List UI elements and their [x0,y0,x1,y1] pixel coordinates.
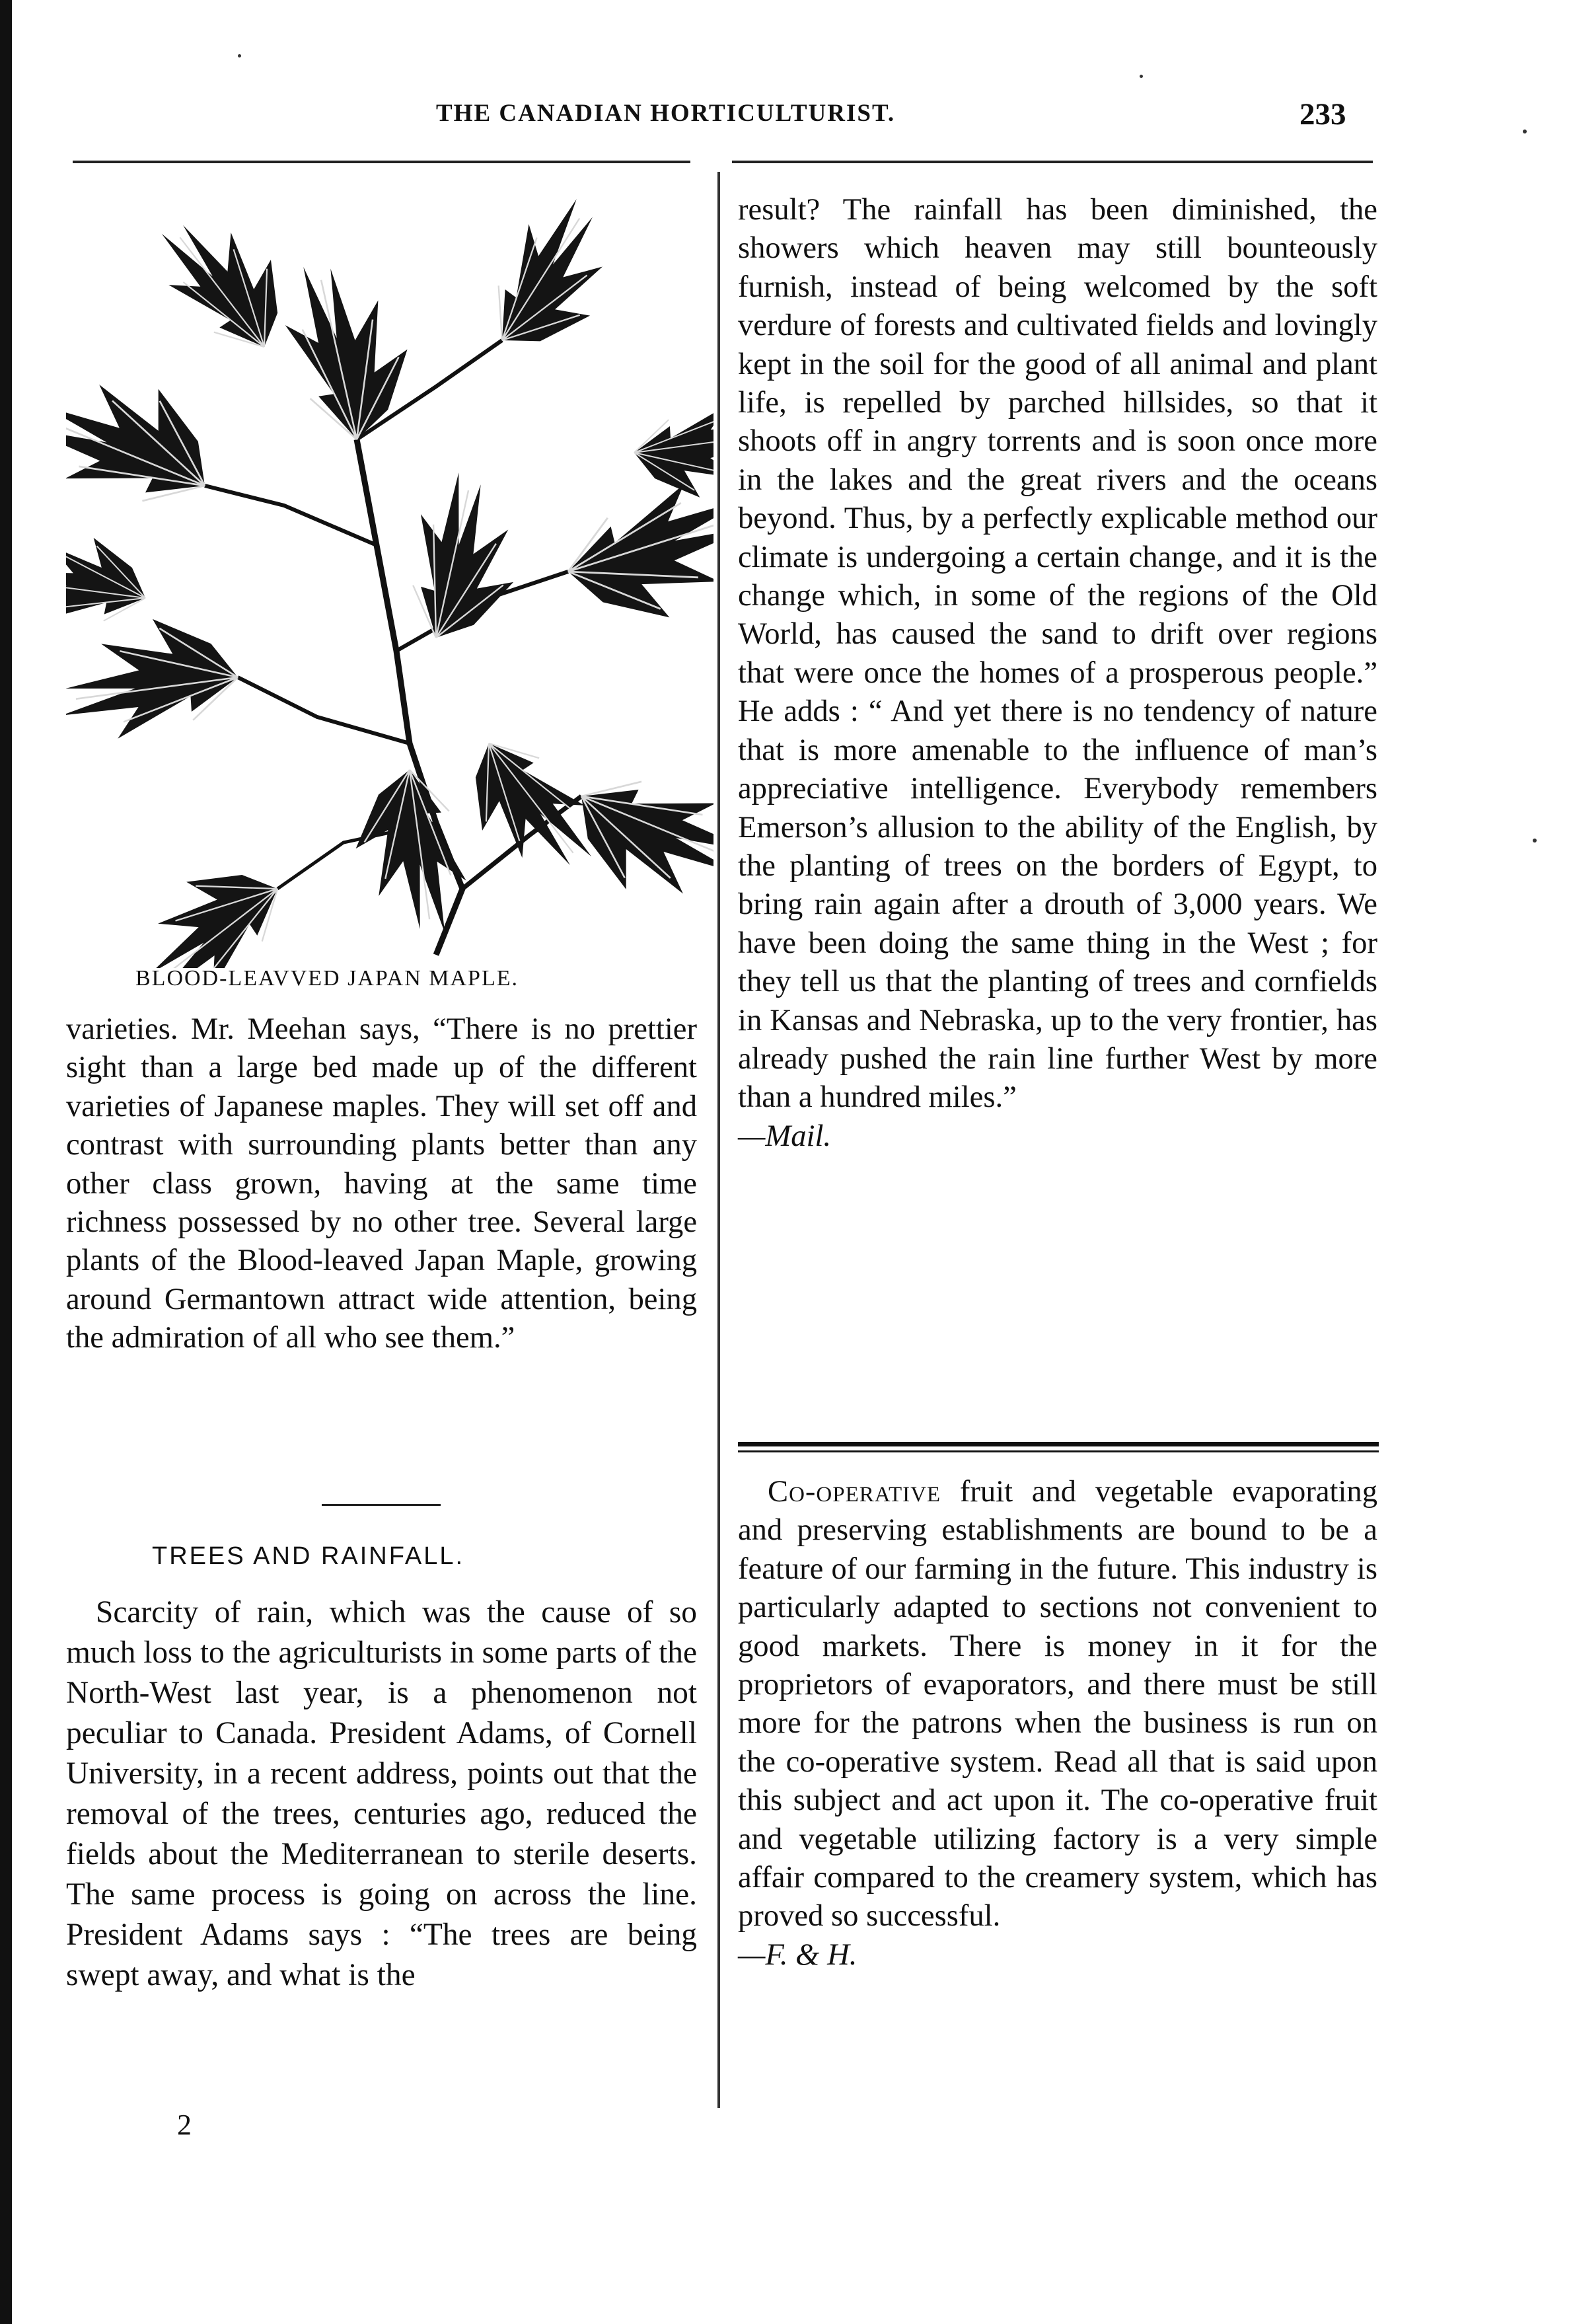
header-rule-left [73,161,690,163]
print-speck [1533,839,1537,843]
rainfall-paragraph: Scarcity of rain, which was the cause of so much loss to the agriculturists in some parts of the North-West last year, is a phenomenon not peculiar to Canada. President Adams, of Cornell University, in a recent address, points out that the removal of the trees, centuries ago, reduced the fields about the Mediterranean to sterile deserts. The same process is going on across the line. President Adams says : “The trees are being swept away, and what is the [66,1595,697,1992]
print-speck [238,54,241,57]
cooperative-paragraph [738,1472,1377,1935]
page-edge-shadow [0,0,12,2324]
left-column-bottom [66,1593,697,1996]
source-fh [738,1935,1377,1974]
cooperative-lead: Co-operative [768,1474,941,1509]
rainfall-continued-text: result? The rainfall has been diminished, the showers which heaven may still bounteously furnish, instead of being welcomed by the soft verdure of forests and cultivated fields and lovingly kept in the soil for the good of all animal and plant life, is repelled by parched hillsides, so that it shoots off in angry torrents and is soon once more in the lakes and the great rivers and the oceans beyond. Thus, by a perfectly explicable method our climate is undergoing a certain change, and it is the change which, in some of the regions of the Old World, has caused the sand to drift over regions that were once the homes of a prosperous people.” He adds : “ And yet there is no tendency of nature that is more amenable to the influence of man’s appreciative intelligence. Everybody remembers Emerson’s allusion to the ability of the English, by the planting of trees on the borders of Egypt, to bring rain again after a drouth of 3,000 years. We have been doing the same thing in the West ; for they tell us that the planting of trees and cornfields in Kansas and Nebraska, up to the very frontier, has already pushed the rain line further West by more than a hundred miles.” [738,192,1377,1115]
source-mail-text: —Mail. [738,1118,832,1153]
left-column-top [66,1010,697,1357]
right-column-top [738,190,1377,1155]
source-fh-text: —F. & H. [738,1937,858,1972]
signature-mark: 2 [177,2109,192,2141]
page-number: 233 [1299,97,1346,131]
column-divider [717,172,720,2108]
meehan-paragraph: varieties. Mr. Meehan says, “There is no prettier sight than a large bed made up of the different varieties of Japanese maples. They will set off and contrast with surrounding plants better than any other class grown, having at the same time richness possessed by no other tree. Several large plants of the Blood-leaved Japan Maple, growing around Germantown attract wide attention, being the admiration of all who see them.” [66,1012,697,1355]
header-rule-right [732,161,1373,163]
cooperative-text: fruit and vegetable evaporating and preserving establishments are bound to be a feature of our farming in the future. This industry is particularly adapted to sections not convenient to good markets. There is money in it for the proprietors of evaporators, and there must be still more for the patrons when the business is run on the co-operative system. Read all that is said upon this subject and act upon it. The co-operative fruit and vegetable utilizing factory is a very simple affair compared to the creamery system, which has proved so successful. [738,1474,1377,1933]
print-speck [1140,75,1143,78]
print-speck [1523,130,1527,133]
section-separator-rule [322,1504,441,1506]
rainfall-continued-paragraph [738,190,1377,1117]
running-title: THE CANADIAN HORTICULTURIST. [436,100,896,127]
section-heading: TREES AND RAINFALL. [152,1542,465,1570]
article-separator-double-rule [738,1442,1379,1452]
japan-maple-illustration [66,175,713,968]
right-column-bottom [738,1472,1377,1974]
source-mail [738,1117,1377,1155]
figure-caption: BLOOD-LEAVVED JAPAN MAPLE. [135,966,519,991]
